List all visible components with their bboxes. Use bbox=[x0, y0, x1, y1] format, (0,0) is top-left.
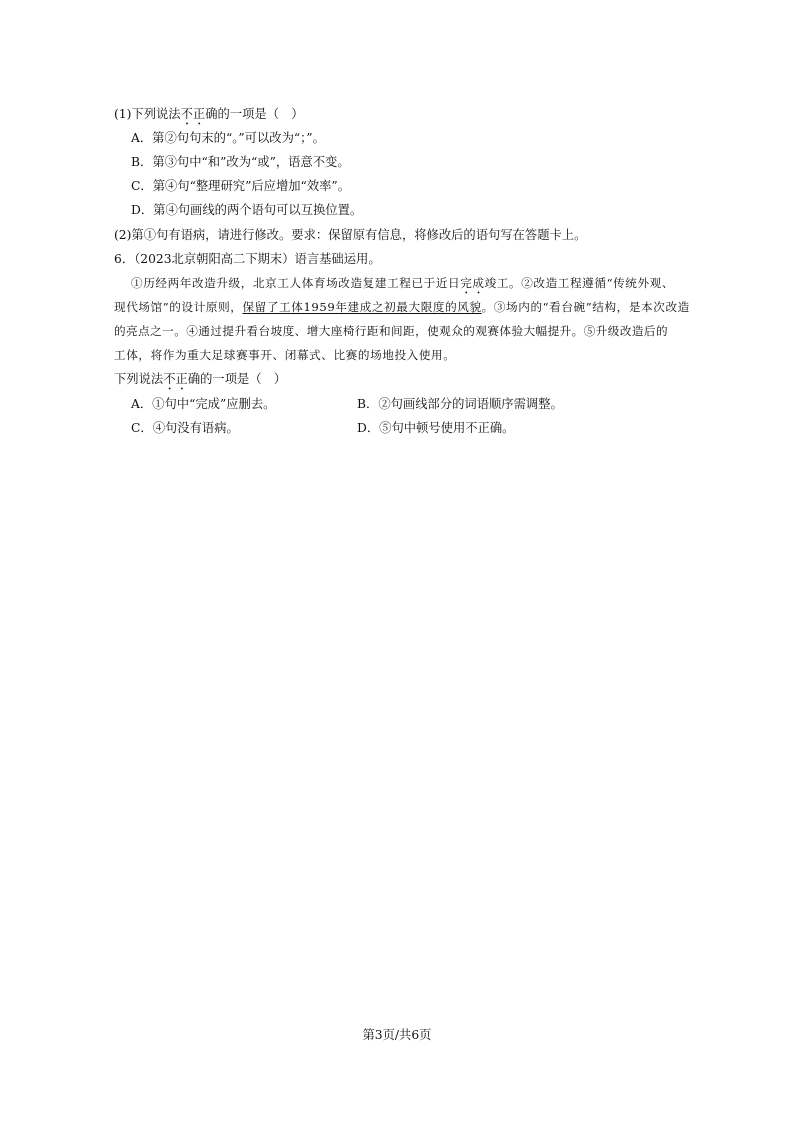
q1-stem-suffix: 确的一项是（ ） bbox=[205, 107, 304, 121]
question-2: (2)第①句有语病，请进行修改。要求：保留原有信息，将修改后的语句写在答题卡上。 bbox=[114, 228, 587, 242]
q1-option-b: B．第③句中“和”改为“或”，语意不变。 bbox=[131, 155, 350, 169]
q6-stem bbox=[114, 371, 286, 393]
q6-passage-line-3: 的亮点之一。④通过提升看台坡度、增大座椅行距和间距，使观众的观赛体验大幅提升。⑤升级改造后的 bbox=[114, 324, 669, 338]
q1-stem-emphasis: 不正 bbox=[180, 107, 206, 121]
q6-header: 6．（2023北京朝阳高二下期末）语言基础运用。 bbox=[114, 252, 381, 266]
q6-stem-prefix: 下列说法 bbox=[114, 372, 164, 386]
q1-stem-prefix: (1)下列说法 bbox=[114, 107, 181, 121]
q6-p2-underlined: 保留了工体1959年建成之初最大限度的风貌 bbox=[242, 300, 482, 314]
q6-option-d: D．⑤句中顿号使用不正确。 bbox=[357, 421, 515, 435]
q1-stem bbox=[114, 106, 304, 128]
q1-option-c: C．第④句“整理研究”后应增加“效率”。 bbox=[131, 179, 351, 193]
q6-p1-emphasis: 完成 bbox=[460, 276, 485, 290]
page-number: 第3页/共6页 bbox=[362, 1028, 432, 1042]
q6-passage-line-1 bbox=[131, 275, 674, 297]
q6-stem-emphasis: 不正 bbox=[163, 372, 188, 386]
q6-passage-line-2 bbox=[114, 299, 690, 315]
q1-option-d: D．第④句画线的两个语句可以互换位置。 bbox=[131, 203, 363, 217]
q6-option-a: A．①句中“完成”应删去。 bbox=[131, 397, 276, 411]
q6-passage-line-4: 工体，将作为重大足球赛事开、闭幕式、比赛的场地投入使用。 bbox=[114, 348, 456, 362]
q6-p1-prefix: ①历经两年改造升级，北京工人体育场改造复建工程已于近日 bbox=[131, 276, 461, 290]
q6-p2-prefix: 现代场馆”的设计原则， bbox=[114, 300, 243, 314]
q6-p2-suffix: 。③场内的“看台碗”结构，是本次改造 bbox=[481, 300, 690, 314]
q6-option-c: C．④句没有语病。 bbox=[131, 421, 239, 435]
q6-p1-suffix: 竣工。②改造工程遵循“传统外观、 bbox=[484, 276, 675, 290]
q6-option-b: B．②句画线部分的词语顺序需调整。 bbox=[357, 397, 563, 411]
q6-stem-suffix: 确的一项是（ ） bbox=[187, 372, 287, 386]
q1-option-a: A．第②句句末的“。”可以改为“；”。 bbox=[131, 131, 325, 145]
